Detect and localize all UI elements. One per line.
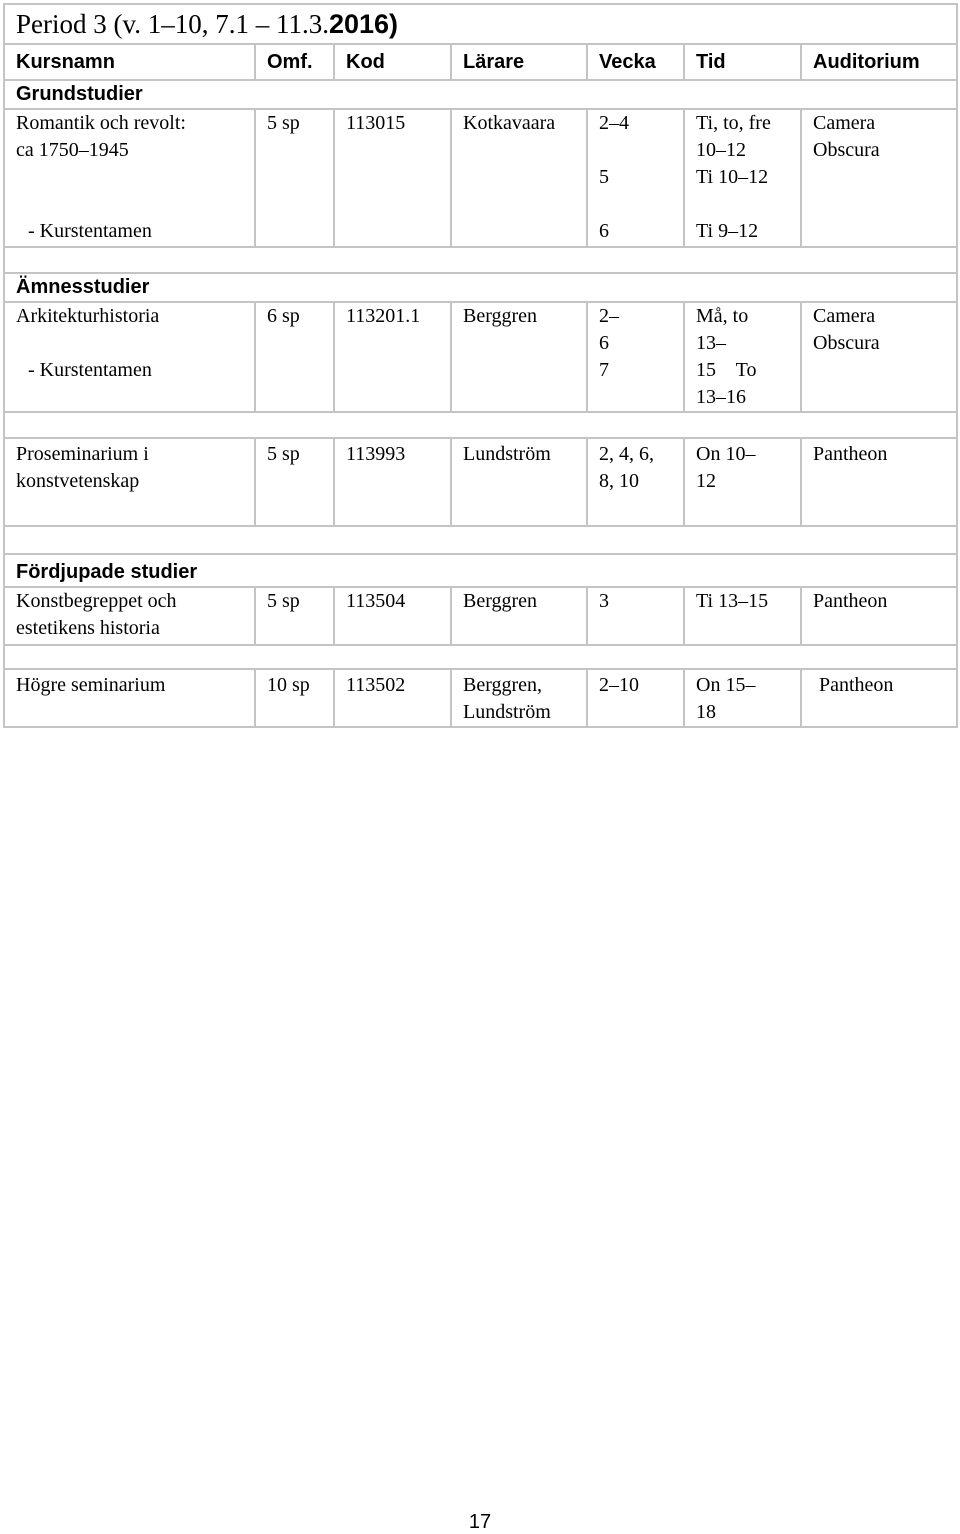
name-line: ca 1750–1945 <box>16 139 129 161</box>
header-week: Vecka <box>587 44 684 80</box>
room-line: Camera <box>813 112 876 134</box>
header-credits: Omf. <box>255 44 334 80</box>
credits: 10 sp <box>255 669 334 727</box>
time <box>684 109 801 247</box>
time: Ti 13–15 <box>684 587 801 645</box>
header-code: Kod <box>334 44 451 80</box>
section-subject: Ämnesstudier <box>4 273 957 302</box>
spacer-row <box>4 526 957 554</box>
name-line: konstvetenskap <box>16 470 140 492</box>
exam-label: - Kurstentamen <box>28 359 152 381</box>
exam-week: 6 <box>599 220 609 242</box>
teacher: Berggren <box>451 587 587 645</box>
credits: 5 sp <box>255 109 334 247</box>
spacer-row <box>4 645 957 669</box>
week-line: 6 <box>599 332 609 354</box>
time-line: On 15– <box>696 674 756 696</box>
week <box>587 438 684 526</box>
header-teacher: Lärare <box>451 44 587 80</box>
name-line: Proseminarium i <box>16 443 149 465</box>
page-number: 17 <box>468 1511 492 1533</box>
section-row <box>4 273 957 302</box>
course-name <box>4 302 255 412</box>
room-line: Obscura <box>813 139 880 161</box>
week-line: 8, 10 <box>599 470 639 492</box>
room: Pantheon <box>801 587 957 645</box>
name-line: Romantik och revolt: <box>16 112 186 134</box>
teacher: Berggren <box>451 302 587 412</box>
course-name <box>4 109 255 247</box>
time-line: 13– <box>696 332 726 354</box>
course-row-romantik <box>4 109 957 247</box>
section-basic: Grundstudier <box>4 80 957 109</box>
title-row <box>4 4 957 44</box>
room <box>801 109 957 247</box>
room <box>801 302 957 412</box>
time-line: 18 <box>696 701 716 723</box>
room-line: Camera <box>813 305 876 327</box>
course-name <box>4 587 255 645</box>
course-row-konstbegreppet <box>4 587 957 645</box>
week-line: 2, 4, 6, <box>599 443 654 465</box>
room: Pantheon <box>801 669 957 727</box>
spacer-row <box>4 247 957 273</box>
course-name <box>4 438 255 526</box>
time-line: 12 <box>696 470 716 492</box>
code: 113504 <box>334 587 451 645</box>
teacher: Kotkavaara <box>451 109 587 247</box>
teacher-line: Berggren, <box>463 674 543 696</box>
time-line: 10–12 <box>696 139 746 161</box>
week: 3 <box>587 587 684 645</box>
name-line: estetikens historia <box>16 617 160 639</box>
section-row <box>4 80 957 109</box>
exam-time: Ti 9–12 <box>696 220 759 242</box>
room: Pantheon <box>801 438 957 526</box>
week: 2–10 <box>587 669 684 727</box>
course-row-hogre <box>4 669 957 727</box>
section-row <box>4 554 957 587</box>
section-advanced: Fördjupade studier <box>4 554 957 587</box>
time-line: 13–16 <box>696 386 746 408</box>
code: 113502 <box>334 669 451 727</box>
week <box>587 302 684 412</box>
credits: 6 sp <box>255 302 334 412</box>
credits: 5 sp <box>255 438 334 526</box>
teacher <box>451 669 587 727</box>
time <box>684 438 801 526</box>
time <box>684 669 801 727</box>
header-time: Tid <box>684 44 801 80</box>
spacer-row <box>4 412 957 438</box>
code: 113015 <box>334 109 451 247</box>
time-line: On 10– <box>696 443 756 465</box>
exam-label: - Kurstentamen <box>28 220 152 242</box>
teacher: Lundström <box>451 438 587 526</box>
teacher-line: Lundström <box>463 701 551 723</box>
time-line: Ti, to, fre <box>696 112 771 134</box>
code: 113993 <box>334 438 451 526</box>
time-line: Må, to <box>696 305 749 327</box>
credits: 5 sp <box>255 587 334 645</box>
course-row-arkitektur <box>4 302 957 412</box>
course-row-proseminarium <box>4 438 957 526</box>
header-room: Auditorium <box>801 44 957 80</box>
time-line: 15 To <box>696 359 757 381</box>
code: 113201.1 <box>334 302 451 412</box>
week <box>587 109 684 247</box>
course-schedule-table <box>3 3 958 728</box>
header-row <box>4 44 957 80</box>
header-course: Kursnamn <box>4 44 255 80</box>
room-line: Obscura <box>813 332 880 354</box>
period-title: Period 3 (v. 1–10, 7.1 – 11.3.2016) <box>4 4 957 44</box>
name-line: Konstbegreppet och <box>16 590 177 612</box>
week-line: 2–4 <box>599 112 629 134</box>
week-line: 2– <box>599 305 619 327</box>
time <box>684 302 801 412</box>
week-line: 7 <box>599 359 609 381</box>
time-line: Ti 10–12 <box>696 166 769 188</box>
name-line: Arkitekturhistoria <box>16 305 160 327</box>
week-line: 5 <box>599 166 609 188</box>
course-name: Högre seminarium <box>4 669 255 727</box>
